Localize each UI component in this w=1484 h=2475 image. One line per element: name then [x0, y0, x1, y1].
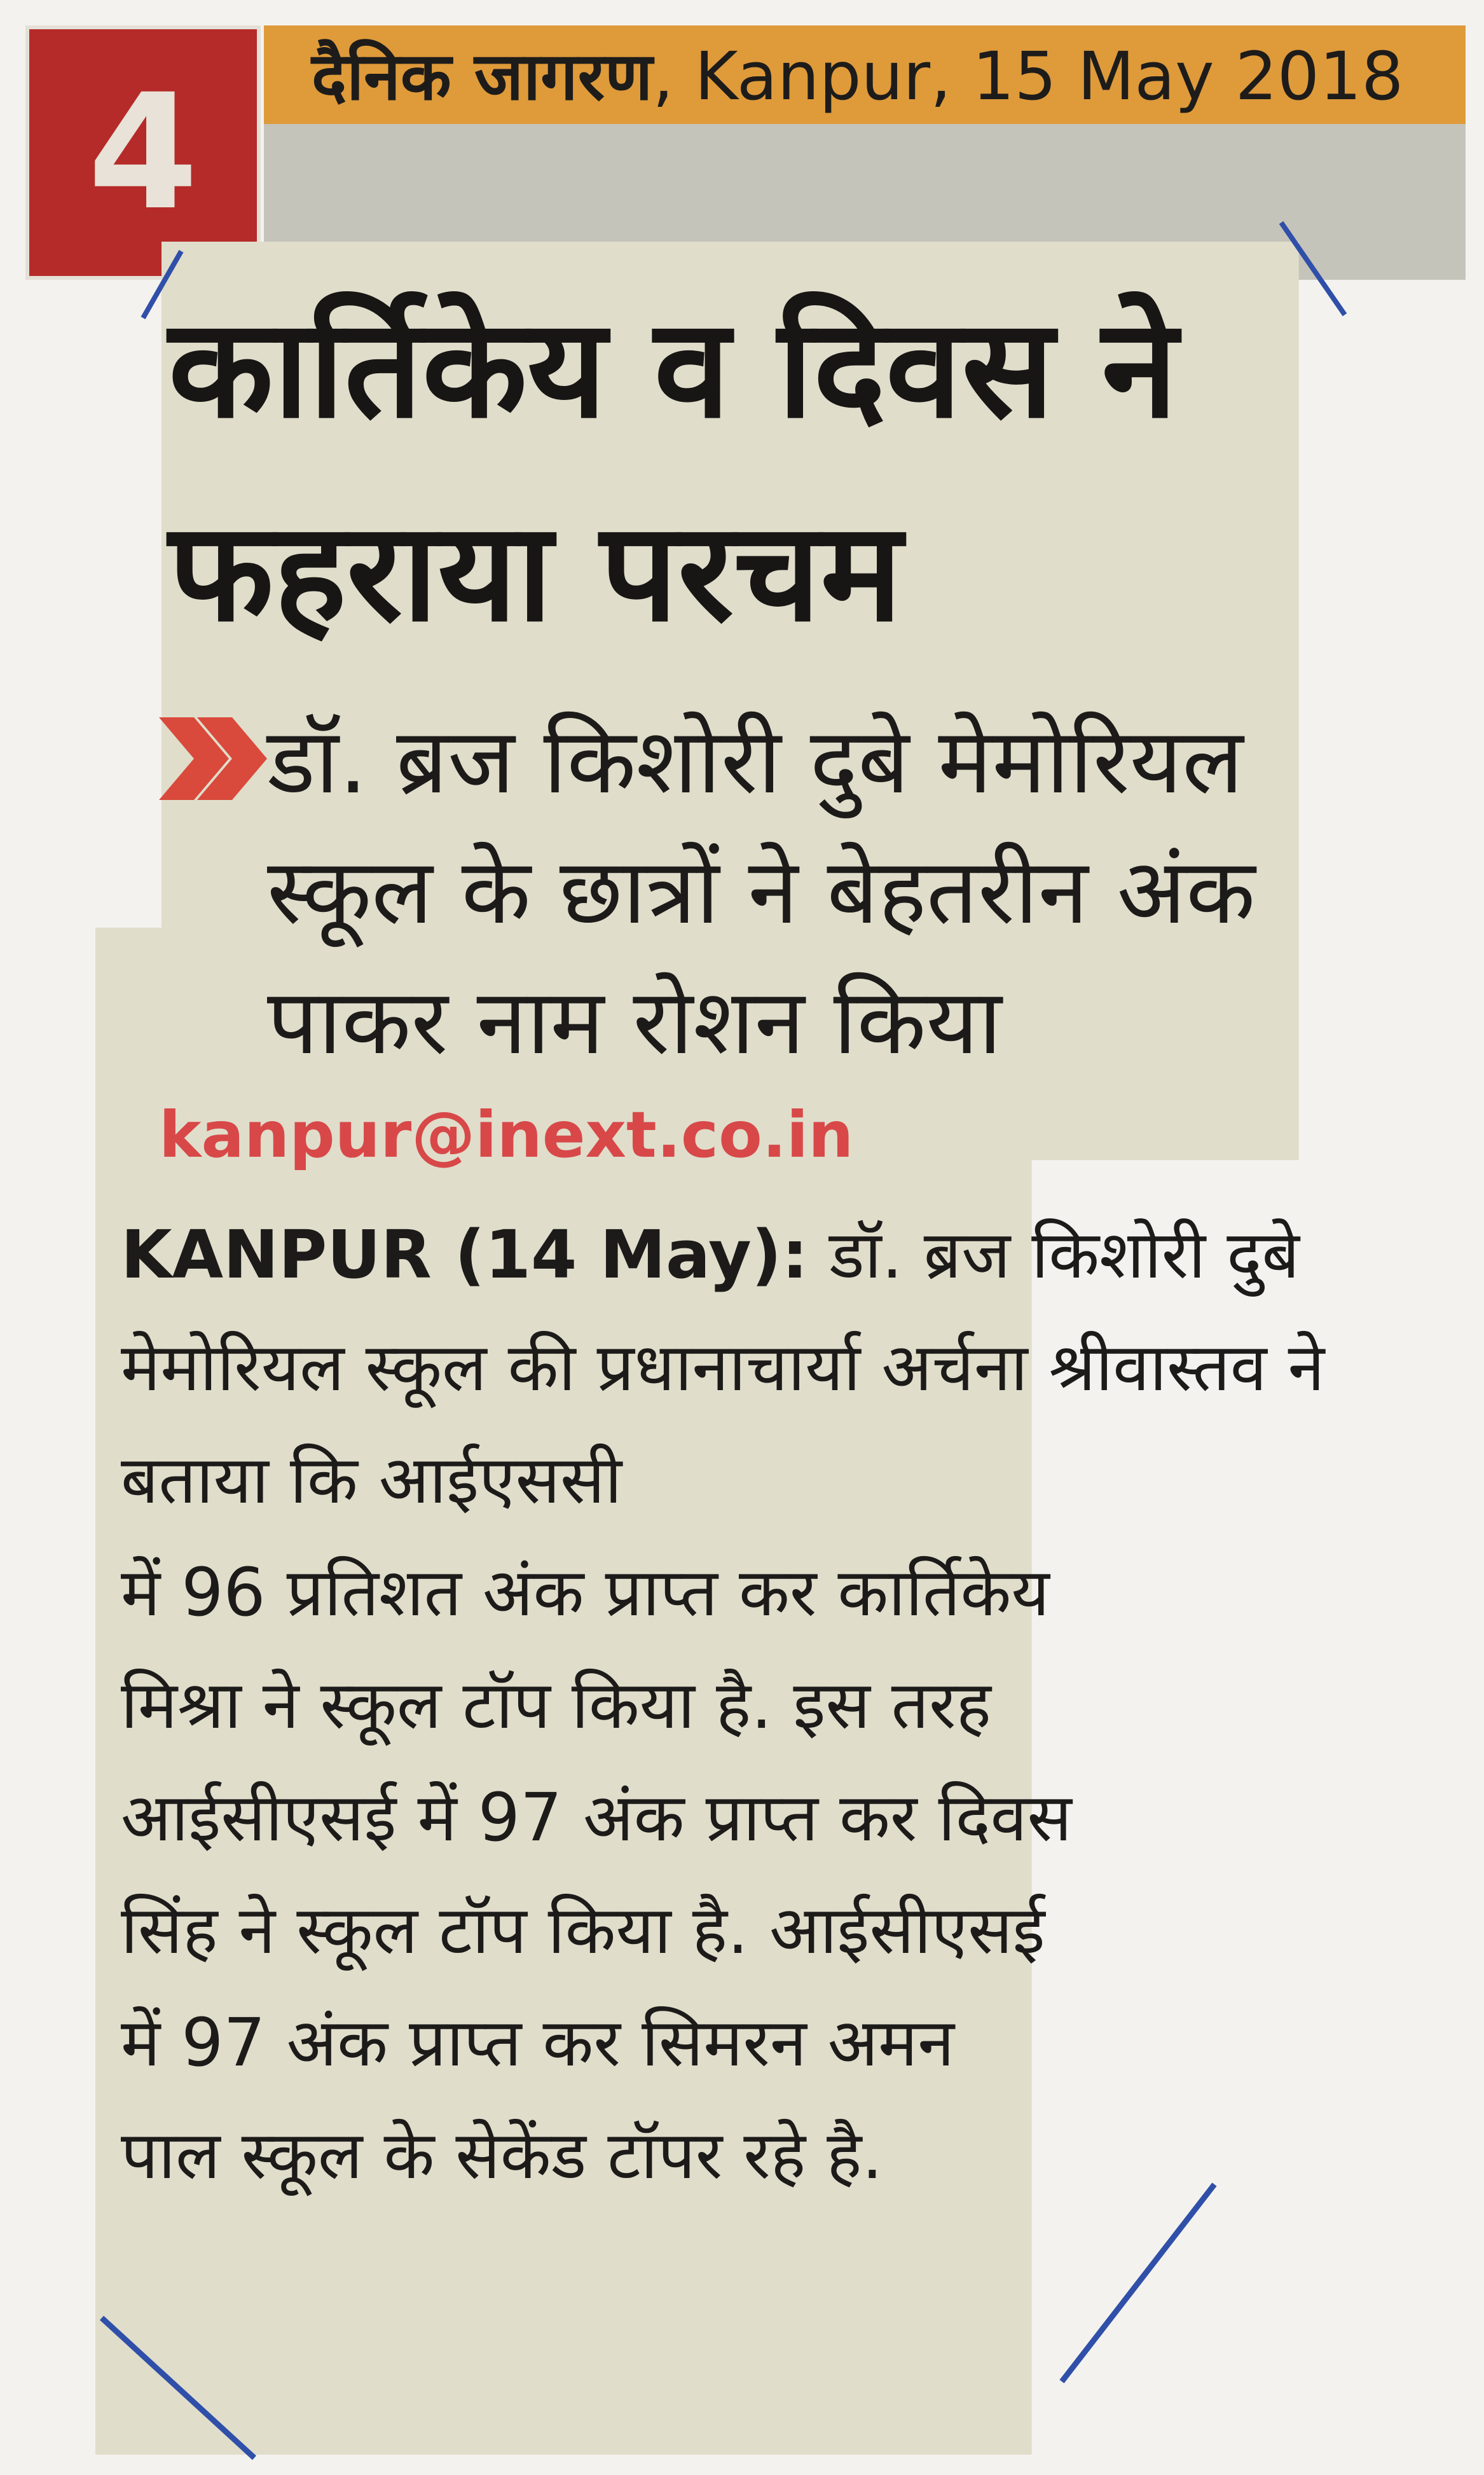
pen-mark-bottom-right — [1055, 2181, 1221, 2385]
pen-mark-top-left — [137, 248, 188, 324]
pen-mark-bottom-left — [95, 2315, 261, 2461]
article-body — [121, 1199, 1373, 2212]
edition-date: , Kanpur, 15 May 2018 — [652, 38, 1404, 115]
body-text-top: डॉ. ब्रज किशोरी दुबे मेमोरियल स्कूल की प्रधानाचार्या अर्चना श्रीवास्तव ने बताया कि आईएससी — [121, 1216, 1325, 1519]
publication-name: दैनिक जागरण — [312, 37, 653, 115]
byline-email: kanpur@inext.co.in — [159, 1098, 854, 1172]
headline: कार्तिकेय व दिवस ने फहराया परचम — [168, 289, 1178, 652]
pen-mark-top-right — [1278, 219, 1348, 321]
masthead-bar — [264, 25, 1466, 124]
body-text-rest: में 96 प्रतिशत अंक प्राप्त कर कार्तिकेय मिश्रा ने स्कूल टॉप किया है. इस तरह आईसीएसई में 97 अंक प्राप्त कर दिवस सिंह ने स्कूल टॉप किया है. आईसीएसई में 97 अंक प्राप्त कर सिमरन अमन पाल स्कूल के सेकेंड टॉपर रहे है. — [121, 1554, 1072, 2194]
dateline: KANPUR (14 May): — [121, 1216, 808, 1293]
page-number: 4 — [88, 60, 198, 245]
body-top-block — [121, 1199, 1373, 1536]
double-chevron-icon — [159, 717, 267, 800]
masthead — [312, 32, 1403, 121]
deck-subheadline: डॉ. ब्रज किशोरी दुबे मेमोरियल स्कूल के छात्रों ने बेहतरीन अंक पाकर नाम रोशन किया — [267, 709, 1256, 1075]
